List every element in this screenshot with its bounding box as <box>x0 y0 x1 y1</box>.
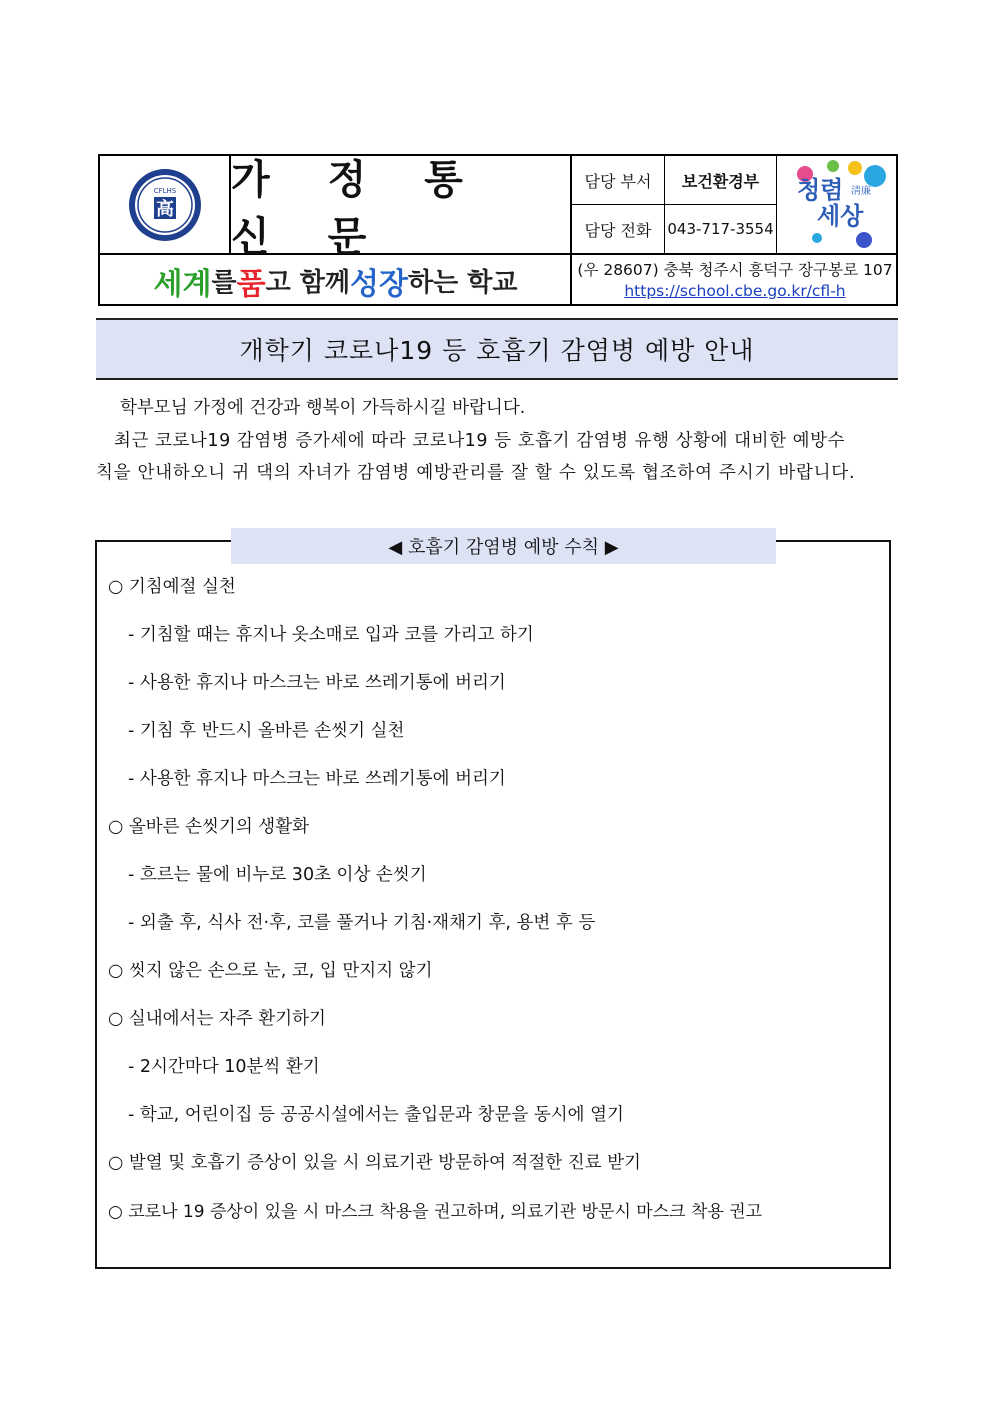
dept-value: 보건환경부 <box>681 171 760 191</box>
document-title-cell <box>231 156 571 260</box>
rule-subitem: - 사용한 휴지나 마스크는 바로 쓰레기통에 버리기 <box>128 769 506 789</box>
school-emblem-icon <box>127 167 203 243</box>
notice-banner <box>96 318 898 380</box>
slogan-part: 하는 학교 <box>407 268 518 298</box>
slogan-part: 성장 <box>349 266 408 302</box>
header-table <box>98 154 898 306</box>
rule-subitem: - 외출 후, 식사 전·후, 코를 풀거나 기침·재채기 후, 용변 후 등 <box>128 913 596 933</box>
school-slogan <box>100 255 571 306</box>
badge-text-1: 청렴 <box>797 176 844 204</box>
address-cell <box>572 255 898 306</box>
slogan-part: 품 <box>236 266 266 302</box>
rule-subitem: - 흐르는 물에 비누로 30초 이상 손씻기 <box>128 865 427 885</box>
rules-title: ◀ 호흡기 감염병 예방 수칙 ▶ <box>231 528 776 564</box>
phone-label: 담당 전화 <box>584 220 652 240</box>
rule-subitem: - 기침 후 반드시 올바른 손씻기 실천 <box>128 721 405 741</box>
rule-subitem: - 기침할 때는 휴지나 옷소매로 입과 코를 가리고 하기 <box>128 625 534 645</box>
slogan-part: 를 <box>211 268 237 298</box>
rule-item: ○ 씻지 않은 손으로 눈, 코, 입 만지지 않기 <box>108 961 433 981</box>
badge-text-small: 淸廉 <box>851 186 871 197</box>
school-logo-cell <box>100 156 230 254</box>
rule-subitem: - 사용한 휴지나 마스크는 바로 쓰레기통에 버리기 <box>128 673 506 693</box>
school-address: (우 28607) 충북 청주시 흥덕구 장구봉로 107 <box>577 261 893 279</box>
rule-item: ○ 코로나 19 증상이 있을 시 마스크 착용을 권고하며, 의료기관 방문시 마스크 착용 권고 <box>108 1202 763 1222</box>
rule-item: ○ 기침예절 실천 <box>108 577 236 597</box>
integrity-badge <box>777 156 896 254</box>
intro-line: 칙을 안내하오니 귀 댁의 자녀가 감염병 예방관리를 잘 할 수 있도록 협조하여 주시기 바랍니다. <box>96 463 856 483</box>
school-url-link[interactable]: https://school.cbe.go.kr/cfl-h <box>624 282 846 300</box>
rule-item: ○ 올바른 손씻기의 생활화 <box>108 817 310 837</box>
svg-text:高: 高 <box>156 199 174 220</box>
rule-item: ○ 실내에서는 자주 환기하기 <box>108 1009 326 1029</box>
notice-title: 개학기 코로나19 등 호흡기 감염병 예방 안내 <box>239 336 755 365</box>
rule-subitem: - 2시간마다 10분씩 환기 <box>128 1057 320 1077</box>
slogan-part: 세계 <box>153 266 212 302</box>
rule-item: ○ 발열 및 호흡기 증상이 있을 시 의료기관 방문하여 적절한 진료 받기 <box>108 1153 641 1173</box>
svg-text:CFLHS: CFLHS <box>153 187 177 195</box>
document-title: 가 정 통 신 문 <box>231 157 485 260</box>
slogan-part: 고 함께 <box>265 268 350 298</box>
intro-line: 최근 코로나19 감염병 증가세에 따라 코로나19 등 호흡기 감염병 유행 상황에 대비한 예방수 <box>114 431 846 451</box>
phone-value: 043-717-3554 <box>667 220 774 238</box>
badge-text-2: 세상 <box>817 202 864 230</box>
intro-line: 학부모님 가정에 건강과 행복이 가득하시길 바랍니다. <box>120 398 526 418</box>
rule-subitem: - 학교, 어린이집 등 공공시설에서는 출입문과 창문을 동시에 열기 <box>128 1105 624 1125</box>
dept-label: 담당 부서 <box>584 171 652 191</box>
